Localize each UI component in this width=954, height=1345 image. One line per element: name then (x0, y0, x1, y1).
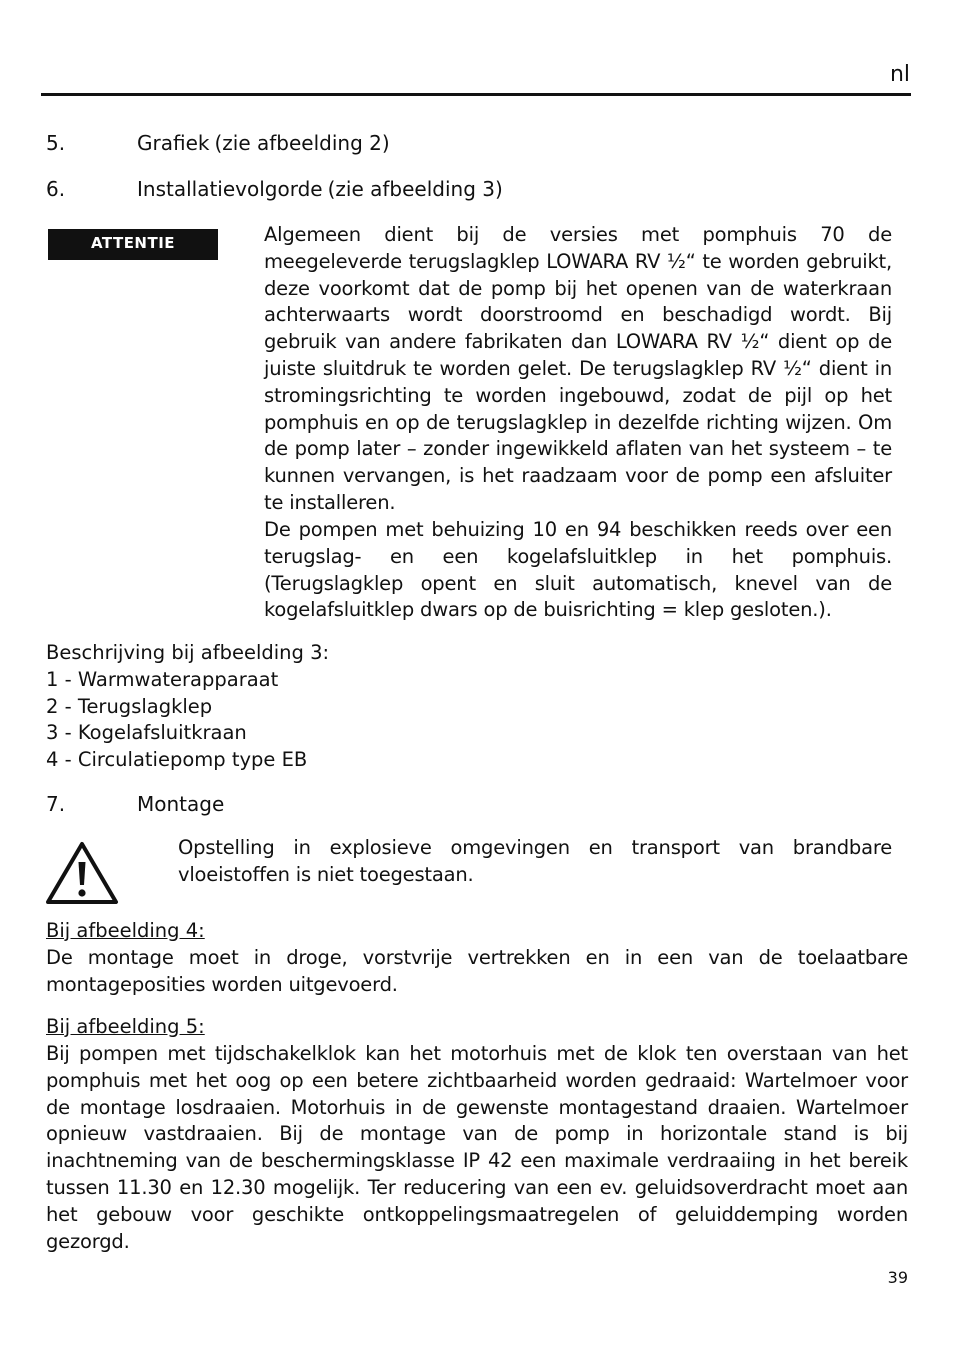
section-title: Installatievolgorde (137, 177, 323, 201)
fig5-text: Bij pompen met tijdschakelklok kan het motorhuis met de klok ten overstaan van het pomphuis met het oog op een betere zichtbaarheid worden gedraaid: Wartelmoer voor de montage losdraaien. Motorhuis in de gewenste montagestand draaien. Wartelmoer opnieuw vastdraaien. Bij de montage van de pomp in horizontale stand is bij inachtneming van de beschermingsklasse IP 42 een maximale verdraaiing in het bereik tussen 11.30 en 12.30 mogelijk. Ter reducering van een ev. geluidsoverdracht moet aan het gebouw voor geschikte ontkoppelingsmaatregelen of geluiddemping worden gezorgd. (46, 1042, 908, 1253)
section-title: Montage (137, 792, 225, 816)
language-code: nl (889, 62, 910, 87)
warning-triangle-icon (45, 840, 119, 906)
warning-text: Opstelling in explosieve omgevingen en transport van brandbare vloeistoffen is niet toegestaan. (178, 836, 892, 886)
section-note: (zie afbeelding 2) (214, 131, 390, 155)
list-item: 2 - Terugslagklep (46, 694, 213, 718)
heading-installatievolgorde (46, 177, 503, 201)
page-number: 39 (887, 1268, 908, 1287)
section-number: 6. (46, 177, 66, 201)
attention-paragraph-2: De pompen met behuizing 10 en 94 beschikken reeds over een terugslag- en een kogelafsluitklep in het pomphuis. (Terugslagklep opent en sluit automatisch, knevel van de kogelafsluitklep dwars op de buisrichting = klep gesloten.). (264, 518, 892, 622)
list-item: 3 - Kogelafsluitkraan (46, 721, 247, 745)
section-title: Grafiek (137, 131, 210, 155)
heading-grafiek (46, 131, 390, 155)
attention-paragraph-1: Algemeen dient bij de versies met pomphuis 70 de meegeleverde terugslagklep LOWARA RV ½“ te worden gebruikt, deze voorkomt dat de pomp bij het openen van de waterkraan achterwaarts wordt doorstroomd en beschadigd wordt. Bij gebruik van andere fabrikaten dan LOWARA RV ½“ dient op de juiste sluitdruk te worden gelet. De terugslagklep RV ½“ dient in stromingsrichting te worden ingebouwd, zodat de pijl op het pomphuis en op de terugslagklep in dezelfde richting wijzen. Om de pomp later – zonder ingewikkeld aflaten van het systeem – te kunnen vervangen, is het raadzaam voor de pomp een afsluiter te installeren. (264, 223, 892, 514)
description-title: Beschrijving bij afbeelding 3: (46, 641, 330, 664)
header-rule (41, 93, 911, 96)
section-note: (zie afbeelding 3) (327, 177, 503, 201)
description-list (46, 640, 329, 774)
fig4-text: De montage moet in droge, vorstvrije vertrekken en in een van de toelaatbare montageposities worden uitgevoerd. (46, 946, 908, 996)
fig5-label: Bij afbeelding 5: (46, 1015, 205, 1038)
section-number: 7. (46, 792, 66, 816)
fig4-label: Bij afbeelding 4: (46, 919, 205, 942)
section-number: 5. (46, 131, 66, 155)
list-item: 1 - Warmwaterapparaat (46, 667, 279, 691)
heading-montage (46, 792, 224, 816)
list-item: 4 - Circulatiepomp type EB (46, 748, 308, 772)
attention-badge: ATTENTIE (48, 229, 218, 260)
